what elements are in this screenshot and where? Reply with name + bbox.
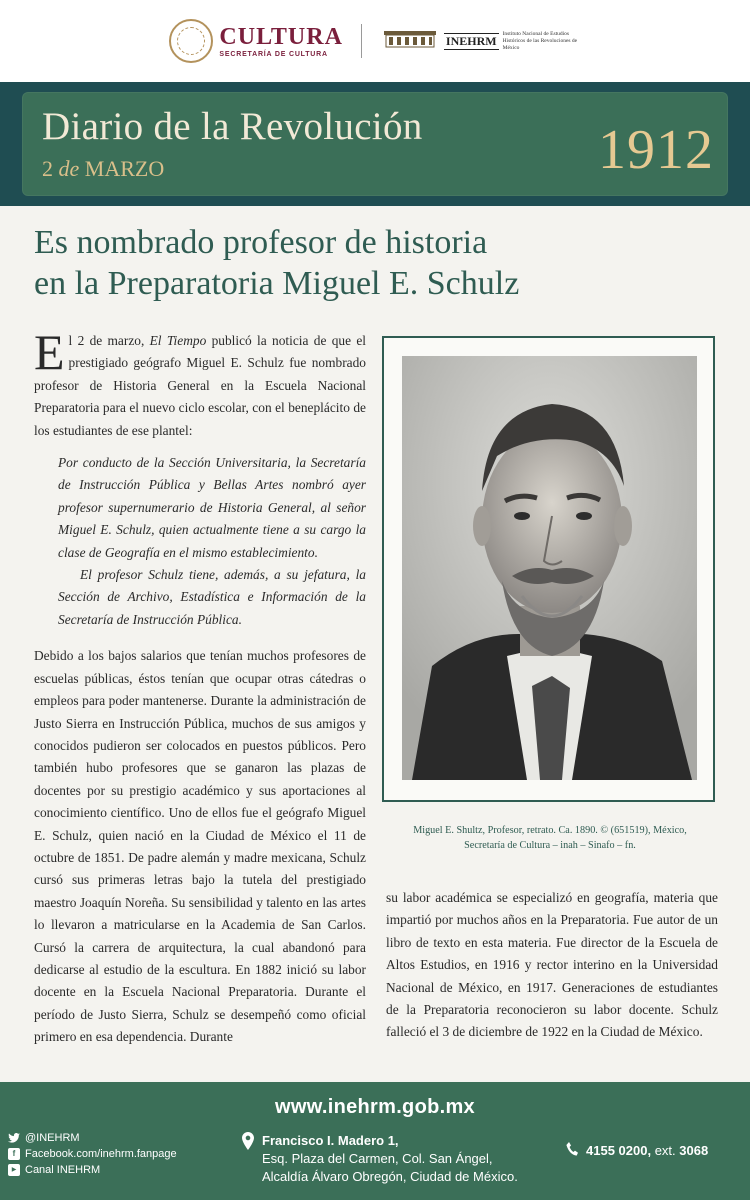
cultura-logo[interactable]	[169, 19, 342, 63]
block-quote	[58, 452, 366, 631]
date-de: de	[58, 156, 80, 181]
article-right-column	[386, 887, 718, 1044]
youtube-channel: Canal INEHRM	[25, 1164, 101, 1176]
address-block	[242, 1132, 518, 1186]
drop-cap: E	[34, 324, 65, 380]
date-month: MARZO	[84, 156, 165, 181]
photo-caption	[384, 824, 716, 853]
article-headline	[34, 222, 724, 304]
facebook-link[interactable]	[8, 1146, 177, 1162]
headline-line-1: Es nombrado profesor de historia	[34, 224, 488, 261]
portrait-frame	[382, 336, 715, 802]
article-left-column	[34, 324, 366, 1049]
phone-number: 4155 0200,	[586, 1143, 652, 1158]
title-panel	[22, 92, 728, 196]
phone-extension: 3068	[679, 1143, 709, 1158]
logo-divider	[361, 24, 362, 58]
location-pin-icon	[242, 1132, 254, 1186]
header-logos	[0, 0, 750, 82]
twitter-handle: @INEHRM	[25, 1132, 80, 1144]
quote-paragraph-1: Por conducto de la Sección Universitaria, la Secretaría de Instrucción Pública y Bellas Artes nombró ayer profesor supernumerario de Historia General, al señor Miguel E. Schulz, quien actualmente tiene a su cargo la clase de Geografía en el mismo establecimiento.	[58, 455, 366, 560]
caption-line-1: Miguel E. Shultz, Profesor, retrato. Ca. 1890. © (651519), México,	[413, 825, 687, 836]
newspaper-name: El Tiempo	[149, 333, 207, 348]
youtube-link[interactable]	[8, 1162, 177, 1178]
phone-block[interactable]	[566, 1142, 708, 1159]
phone-icon	[566, 1142, 578, 1159]
cultura-wordmark: CULTURA	[219, 23, 343, 50]
address-line-2: Esq. Plaza del Carmen, Col. San Ángel,	[262, 1151, 493, 1166]
issue-date	[42, 156, 164, 182]
intro-part-a: l 2 de marzo,	[68, 333, 150, 348]
series-title: Diario de la Revolución	[42, 105, 423, 148]
intro-part-b: publicó la noticia de que el prestigiado geógrafo Miguel E. Schulz fue nombrado profesor de Historia General en la Escuela Nacional Preparatoria para el nuevo ciclo escolar, con el beneplácito de los estudiantes de ese plantel:	[34, 333, 366, 438]
address-line-3: Alcaldía Álvaro Obregón, Ciudad de México.	[262, 1169, 518, 1184]
inehrm-wordmark: INEHRM	[445, 33, 497, 48]
footer	[0, 1082, 750, 1200]
quote-paragraph-2: El profesor Schulz tiene, además, a su jefatura, la Sección de Archivo, Estadística e Información de la Secretaría de Instrucción Pública.	[58, 567, 366, 627]
headline-line-2: en la Preparatoria Miguel E. Schulz	[34, 265, 520, 302]
website-link[interactable]: www.inehrm.gob.mx	[275, 1096, 475, 1118]
caption-line-2: Secretaría de Cultura – inah – Sinafo – fn.	[464, 839, 636, 851]
twitter-link[interactable]	[8, 1130, 177, 1146]
inehrm-building-icon	[380, 25, 440, 57]
social-links	[8, 1130, 177, 1178]
youtube-icon: ▶	[8, 1164, 20, 1176]
title-band	[0, 82, 750, 206]
address-line-1: Francisco I. Madero 1,	[262, 1133, 399, 1148]
date-day: 2	[42, 156, 53, 181]
inehrm-logo[interactable]	[380, 25, 581, 57]
twitter-icon	[8, 1132, 20, 1144]
cultura-subtitle: SECRETARÍA DE CULTURA	[219, 50, 328, 58]
intro-paragraph	[34, 324, 366, 442]
portrait-illustration	[402, 356, 697, 780]
mexico-seal-icon	[169, 19, 213, 63]
issue-year: 1912	[598, 119, 714, 181]
facebook-url: Facebook.com/inehrm.fanpage	[25, 1148, 177, 1160]
ext-label: ext.	[654, 1143, 676, 1158]
inehrm-subtitle: Instituto Nacional de Estudios Históricos de las Revoluciones de México	[502, 30, 578, 51]
body-paragraph-right: su labor académica se especializó en geografía, materia que impartió por muchos años en la Preparatoria. Fue autor de un libro de texto en esta materia. Fue director de la Escuela de Altos Estudios, en 1916 y rector interino en la Universidad Nacional de México, en 1917. Generaciones de estudiantes de la Preparatoria reconocieron su labor docente. Schulz falleció el 3 de diciembre de 1922 en la Ciudad de México.	[386, 890, 718, 1040]
portrait-photo[interactable]	[402, 356, 697, 780]
facebook-icon: f	[8, 1148, 20, 1160]
body-paragraph-left: Debido a los bajos salarios que tenían muchos profesores de escuelas públicas, éstos tenían que ocupar otras cátedras o empleos para poder mantenerse. Durante la administración de Justo Sierra en Instrucción Pública, muchos de sus amigos y conocidos pudieron ser colocados en puestos públicos. Pero también hubo profesores que se ganaron las plazas de docentes por su prestigio académico y sus aportaciones al conocimiento científico. Uno de ellos fue el geógrafo Miguel E. Schulz, quien nació en la Ciudad de México el 11 de octubre de 1851. De padre alemán y madre mexicana, Schulz cursó sus primeras letras bajo la tutela del prestigiado maestro Joaquín Noreña. Su sensibilidad y talento en las artes lo llevaron a matricularse en la Academia de San Carlos. Cursó la carrera de arquitectura, la cual abandonó para dedicarse al estudio de la escultura. En 1882 inició su labor docente en la Escuela Nacional Preparatoria. Durante el período de Justo Sierra, Schulz se desempeñó como oficial primero en esa dependencia. Durante	[34, 648, 366, 1045]
